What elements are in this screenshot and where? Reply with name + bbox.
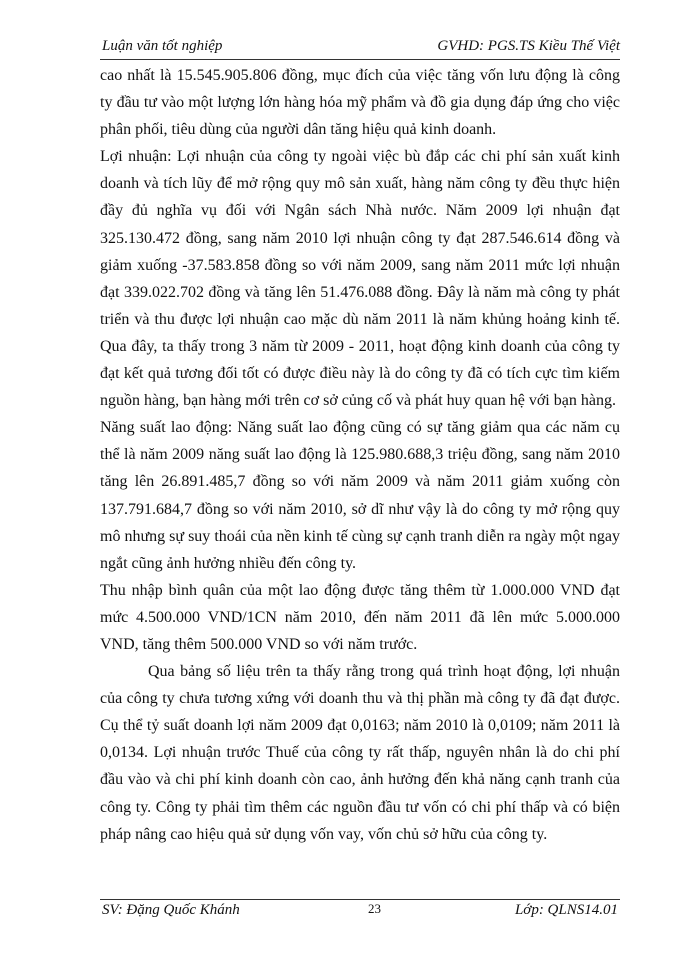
footer-student: SV: Đặng Quốc Khánh xyxy=(102,902,240,918)
footer-divider xyxy=(100,899,620,900)
header-thesis-title: Luận văn tốt nghiệp xyxy=(102,38,223,54)
footer-class: Lớp: QLNS14.01 xyxy=(514,902,618,918)
page-number: 23 xyxy=(368,901,381,916)
paragraph-profit: Lợi nhuận: Lợi nhuận của công ty ngoài việc bù đắp các chi phí sản xuất kinh doanh và tích lũy để mở rộng quy mô sản xuất, hàng năm công ty đều thực hiện đầy đủ nghĩa vụ đối với Ngân sách Nhà nước. Năm 2009 lợi nhuận đạt 325.130.472 đồng, sang năm 2010 lợi nhuận công ty đạt 287.546.614 đồng và giảm xuống -37.583.858 đồng so với năm 2009, sang năm 2011 mức lợi nhuận đạt 339.022.702 đồng và tăng lên 51.476.088 đồng. Đây là năm mà công ty phát triển và thu được lợi nhuận cao mặc dù năm 2011 là năm khủng hoảng kinh tế. Qua đây, ta thấy trong 3 năm từ 2009 - 2011, hoạt động kinh doanh của công ty đạt kết quả tương đối tốt có được điều này là do công ty đã có tích cực tìm kiếm nguồn hàng, bạn hàng mới trên cơ sở củng cố và phát huy quan hệ với bạn hàng. xyxy=(100,148,620,410)
paragraph-working-capital: cao nhất là 15.545.905.806 đồng, mục đích của việc tăng vốn lưu động là công ty đầu tư vào một lượng lớn hàng hóa mỹ phẩm và đồ gia dụng đáp ứng cho việc phân phối, tiêu dùng của người dân tăng hiệu quả kinh doanh. xyxy=(100,67,620,139)
paragraph-average-income: Thu nhập bình quân của một lao động được tăng thêm từ 1.000.000 VND đạt mức 4.500.000 VND/1CN năm 2010, đến năm 2011 đã lên mức 5.000.000 VND, tăng thêm 500.000 VND so với năm trước. xyxy=(100,581,620,653)
header-advisor: GVHD: PGS.TS Kiều Thế Việt xyxy=(437,38,620,54)
document-body xyxy=(100,62,620,848)
page-footer xyxy=(100,902,620,924)
header-divider xyxy=(100,59,620,60)
paragraph-conclusion: Qua bảng số liệu trên ta thấy rằng trong quá trình hoạt động, lợi nhuận của công ty chưa tương xứng với doanh thu và thị phần mà công ty đã đạt được. Cụ thể tỷ suất doanh lợi năm 2009 đạt 0,0163; năm 2010 là 0,0109; năm 2011 là 0,0134. Lợi nhuận trước Thuế của công ty rất thấp, nguyên nhân là do chi phí đầu vào và chi phí kinh doanh còn cao, ảnh hưởng đến khả năng cạnh tranh của công ty. Công ty phải tìm thêm các nguồn đầu tư vốn có chi phí thấp và có biện pháp nâng cao hiệu quả sử dụng vốn vay, vốn chủ sở hữu của công ty. xyxy=(100,663,620,843)
paragraph-labor-productivity: Năng suất lao động: Năng suất lao động cũng có sự tăng giảm qua các năm cụ thể là năm 2009 năng suất lao động là 125.980.688,3 triệu đồng, sang năm 2010 tăng lên 26.891.485,7 đồng so với năm 2009 và năm 2011 giảm xuống còn 137.791.684,7 đồng so với năm 2010, sở dĩ như vậy là do công ty mở rộng quy mô nhưng sự suy thoái của nền kinh tế cùng sự cạnh tranh diễn ra ngày một ngay ngắt cũng ảnh hưởng nhiều đến công ty. xyxy=(100,419,620,572)
page-header xyxy=(100,34,620,56)
